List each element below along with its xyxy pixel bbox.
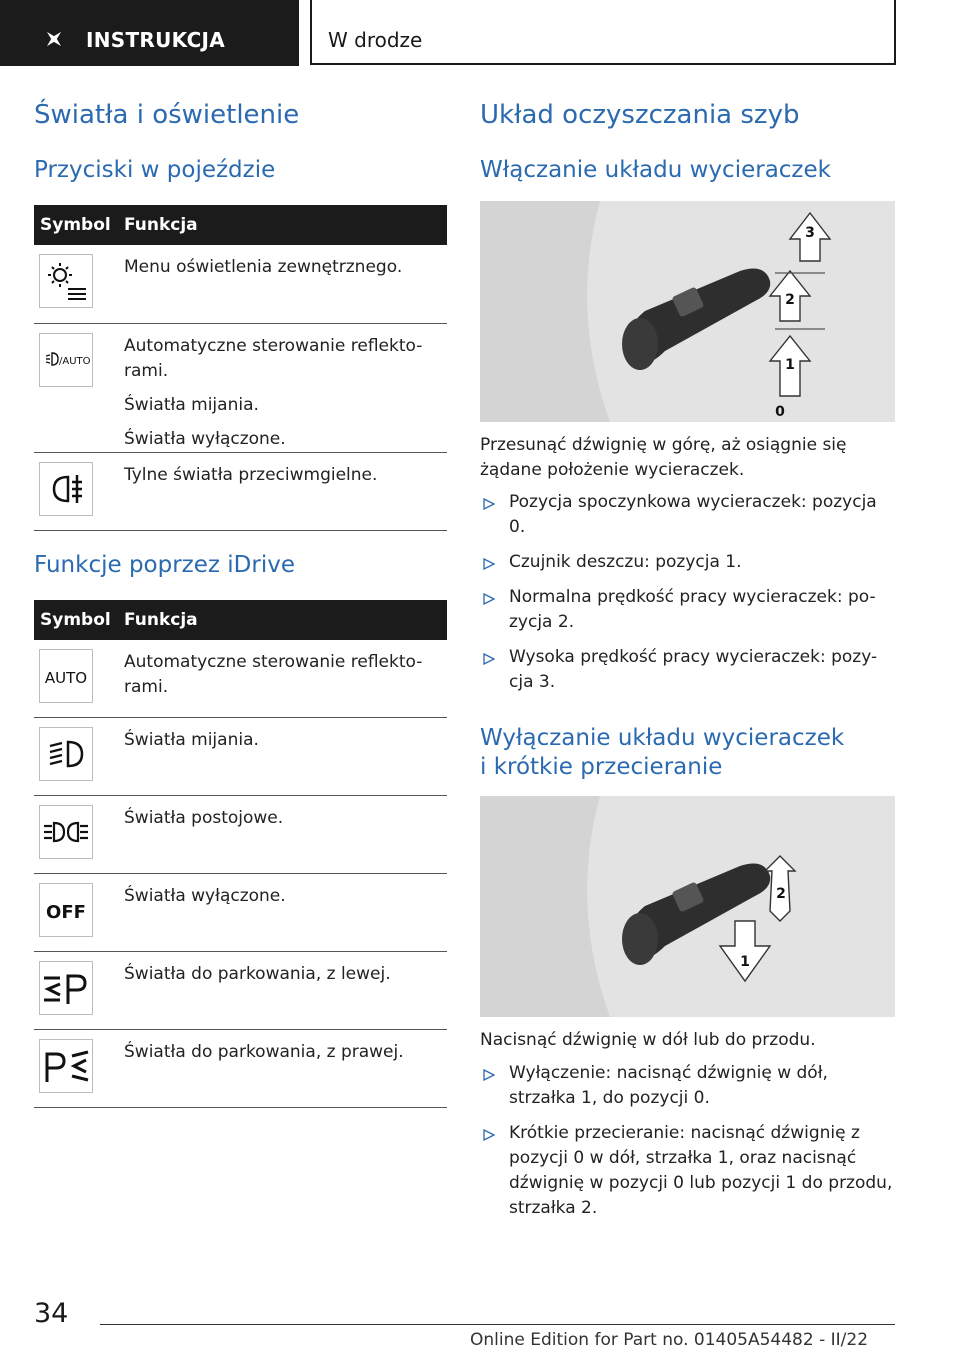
row-text: Automatyczne sterowanie reflekto-rami. Światła mijania. Światła wyłączone. bbox=[124, 336, 423, 449]
parking-right-icon bbox=[39, 1039, 93, 1093]
row-text: Menu oświetlenia zewnętrznego. bbox=[124, 257, 403, 277]
table-row bbox=[34, 640, 447, 718]
vehicle-buttons-table bbox=[34, 205, 447, 531]
table-row bbox=[34, 324, 447, 453]
triangle-bullet-icon bbox=[483, 653, 495, 665]
wiper-positions-list bbox=[480, 490, 898, 705]
subsection-wipers-on: Włączanie układu wycieraczek bbox=[480, 157, 831, 183]
svg-text:/AUTO: /AUTO bbox=[59, 356, 91, 367]
low-beam-icon bbox=[39, 727, 93, 781]
triangle-bullet-icon bbox=[483, 1129, 495, 1141]
table-row bbox=[34, 718, 447, 796]
subsection-vehicle-buttons: Przyciski w pojeździe bbox=[34, 157, 276, 183]
header-section-label: INSTRUKCJA bbox=[86, 28, 226, 52]
parking-lights-icon bbox=[39, 805, 93, 859]
auto-text-icon bbox=[39, 649, 93, 703]
footer-edition: Online Edition for Part no. 01405A54482 - II/22 bbox=[470, 1330, 869, 1350]
table-row bbox=[34, 1030, 447, 1108]
svg-text:AUTO: AUTO bbox=[44, 669, 88, 687]
list-item: Pozycja spoczynkowa wycieraczek: pozycja 0. bbox=[480, 490, 898, 540]
sparkle-icon bbox=[42, 27, 66, 51]
table-header bbox=[34, 600, 447, 640]
table-row bbox=[34, 453, 447, 531]
triangle-bullet-icon bbox=[483, 1069, 495, 1081]
triangle-bullet-icon bbox=[483, 498, 495, 510]
table-header bbox=[34, 205, 447, 245]
row-text: Światła do parkowania, z prawej. bbox=[124, 1042, 404, 1062]
wiper-lever-photo-up bbox=[480, 201, 895, 422]
col-symbol-header: Symbol bbox=[40, 215, 111, 235]
rear-fog-light-icon bbox=[39, 462, 93, 516]
footer-divider bbox=[100, 1324, 895, 1325]
svg-text:1: 1 bbox=[740, 954, 750, 970]
idrive-functions-table bbox=[34, 600, 447, 1108]
table-row bbox=[34, 874, 447, 952]
list-item: Wysoka prędkość pracy wycieraczek: pozy-cja 3. bbox=[480, 645, 898, 695]
triangle-bullet-icon bbox=[483, 593, 495, 605]
col-function-header: Funkcja bbox=[124, 215, 198, 235]
svg-text:2: 2 bbox=[776, 886, 786, 902]
wiper-off-list bbox=[480, 1061, 898, 1231]
section-title-wipers: Układ oczyszczania szyb bbox=[480, 100, 800, 130]
header-chapter-label: W drodze bbox=[328, 28, 423, 52]
off-text-icon bbox=[39, 883, 93, 937]
svg-text:3: 3 bbox=[805, 225, 815, 241]
subsection-wipers-off: Wyłączanie układu wycieraczek i krótkie przecieranie bbox=[480, 725, 845, 780]
svg-text:OFF: OFF bbox=[46, 902, 86, 923]
page-number: 34 bbox=[34, 1298, 69, 1329]
list-item: Wyłączenie: nacisnąć dźwignię w dół, strzałka 1, do pozycji 0. bbox=[480, 1061, 898, 1111]
exterior-light-menu-icon bbox=[39, 254, 93, 308]
paragraph-wipers-on: Przesunąć dźwignię w górę, aż osiągnie się żądane położenie wycieraczek. bbox=[480, 435, 847, 480]
parking-left-icon bbox=[39, 961, 93, 1015]
col-function-header: Funkcja bbox=[124, 610, 198, 630]
row-text: Światła wyłączone. bbox=[124, 886, 286, 906]
svg-text:2: 2 bbox=[785, 292, 795, 308]
row-text: Światła do parkowania, z lewej. bbox=[124, 964, 391, 984]
wiper-lever-photo-down bbox=[480, 796, 895, 1017]
svg-text:1: 1 bbox=[785, 357, 795, 373]
row-text: Tylne światła przeciwmgielne. bbox=[124, 465, 378, 485]
header-section-tab bbox=[0, 0, 299, 66]
row-text: Światła mijania. bbox=[124, 730, 259, 750]
row-text: Automatyczne sterowanie reflekto-rami. bbox=[124, 652, 423, 697]
col-symbol-header: Symbol bbox=[40, 610, 111, 630]
table-row bbox=[34, 952, 447, 1030]
section-title-lights: Światła i oświetlenie bbox=[34, 100, 300, 130]
table-row bbox=[34, 796, 447, 874]
list-item: Normalna prędkość pracy wycieraczek: po-zycja 2. bbox=[480, 585, 898, 635]
subsection-idrive-functions: Funkcje poprzez iDrive bbox=[34, 552, 295, 578]
paragraph-wipers-off: Nacisnąć dźwignię w dół lub do przodu. bbox=[480, 1030, 816, 1050]
row-text: Światła postojowe. bbox=[124, 808, 284, 828]
list-item: Krótkie przecieranie: nacisnąć dźwignię z pozycji 0 w dół, strzałka 1, oraz nacisnąć dźwignię w pozycji 0 lub pozycji 1 do przodu, strzałka 2. bbox=[480, 1121, 898, 1221]
svg-text:0: 0 bbox=[775, 404, 785, 420]
triangle-bullet-icon bbox=[483, 558, 495, 570]
table-row bbox=[34, 245, 447, 324]
list-item: Czujnik deszczu: pozycja 1. bbox=[480, 550, 898, 575]
header-chapter-box bbox=[310, 0, 896, 65]
auto-headlight-icon bbox=[39, 333, 93, 387]
